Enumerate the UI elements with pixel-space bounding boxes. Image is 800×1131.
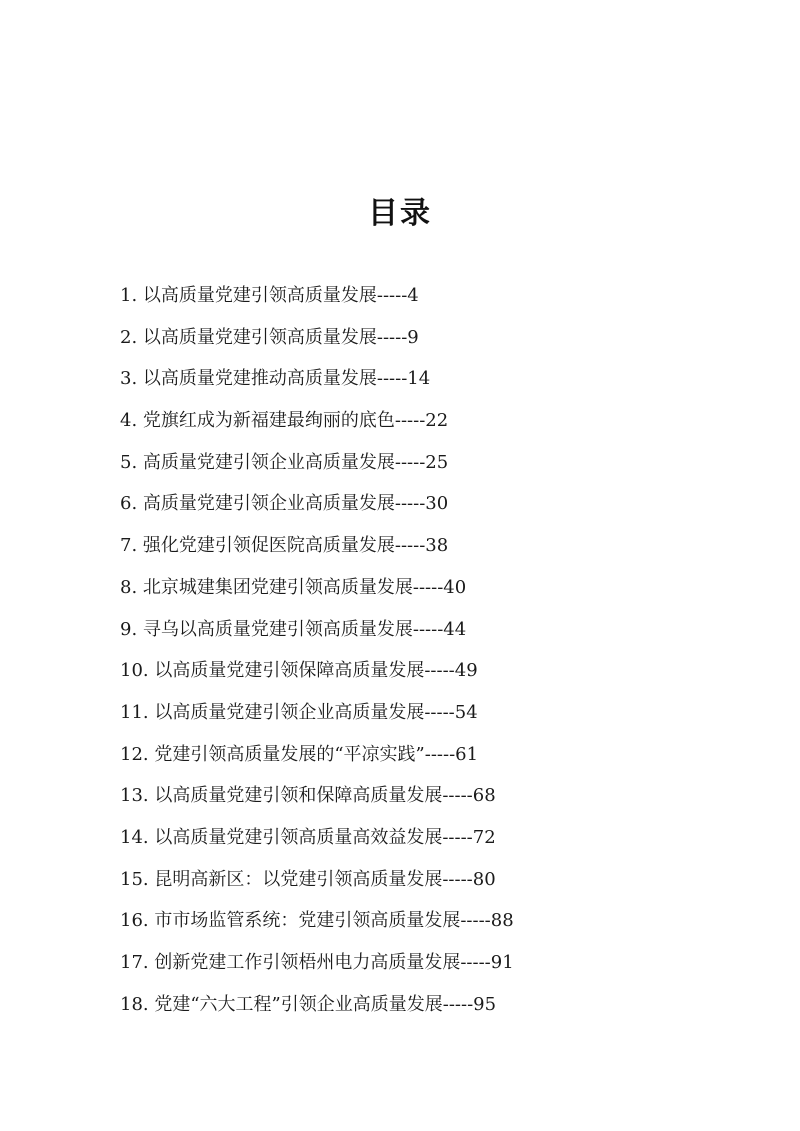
toc-entry-7[interactable]: 7. 强化党建引领促医院高质量发展-----38 xyxy=(120,535,449,557)
toc-entry-9[interactable]: 9. 寻乌以高质量党建引领高质量发展-----44 xyxy=(120,618,467,640)
toc-list xyxy=(120,278,760,1028)
toc-entry-1[interactable]: 1. 以高质量党建引领高质量发展-----4 xyxy=(120,285,419,306)
toc-entry-13[interactable]: 13. 以高质量党建引领和保障高质量发展-----68 xyxy=(120,785,496,807)
toc-entry-11[interactable]: 11. 以高质量党建引领企业高质量发展-----54 xyxy=(120,701,478,723)
toc-entry-6[interactable]: 6. 高质量党建引领企业高质量发展-----30 xyxy=(120,493,449,515)
toc-entry-2[interactable]: 2. 以高质量党建引领高质量发展-----9 xyxy=(120,326,419,348)
toc-title: 目录 xyxy=(368,196,432,231)
toc-entry-5[interactable]: 5. 高质量党建引领企业高质量发展-----25 xyxy=(120,451,449,473)
toc-entry-15[interactable]: 15. 昆明高新区：以党建引领高质量发展-----80 xyxy=(120,868,496,890)
toc-entry-12[interactable]: 12. 党建引领高质量发展的“平凉实践”-----61 xyxy=(120,743,479,765)
toc-entry-3[interactable]: 3. 以高质量党建推动高质量发展-----14 xyxy=(120,368,431,390)
toc-entry-17[interactable]: 17. 创新党建工作引领梧州电力高质量发展-----91 xyxy=(120,952,514,973)
toc-entry-4[interactable]: 4. 党旗红成为新福建最绚丽的底色-----22 xyxy=(120,410,449,432)
toc-entry-10[interactable]: 10. 以高质量党建引领保障高质量发展-----49 xyxy=(120,660,478,682)
toc-entry-14[interactable]: 14. 以高质量党建引领高质量高效益发展-----72 xyxy=(120,826,496,848)
toc-entry-8[interactable]: 8. 北京城建集团党建引领高质量发展-----40 xyxy=(120,576,467,598)
toc-entry-18[interactable]: 18. 党建“六大工程”引领企业高质量发展-----95 xyxy=(120,993,497,1015)
toc-entry-16[interactable]: 16. 市市场监管系统：党建引领高质量发展-----88 xyxy=(120,910,514,932)
